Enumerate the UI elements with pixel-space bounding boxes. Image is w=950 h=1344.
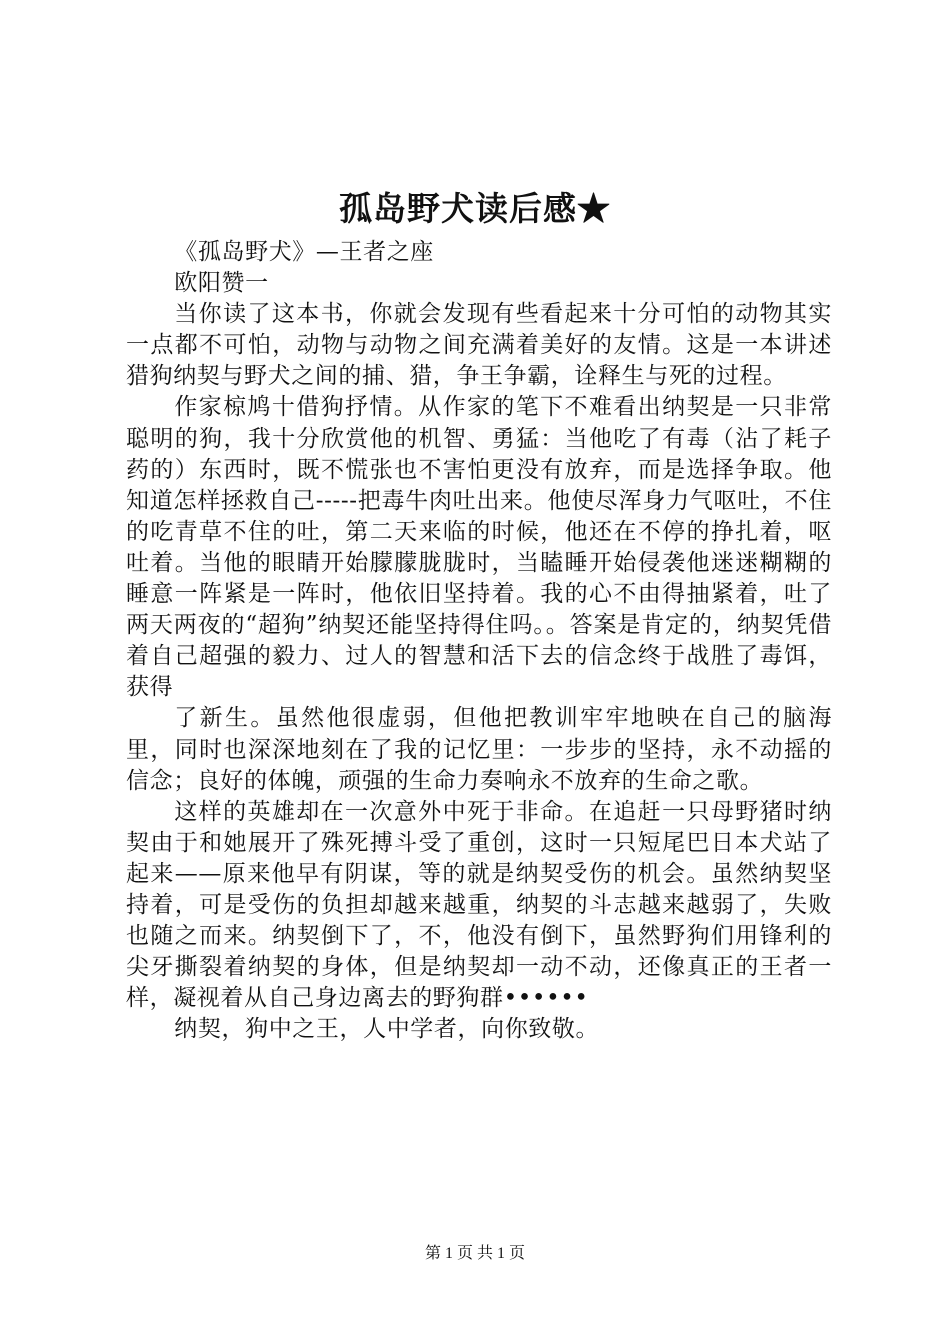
paragraph: 作家椋鸠十借狗抒情。从作家的笔下不难看出纳契是一只非常聪明的狗，我十分欣赏他的机智、勇猛：当他吃了有毒（沾了耗子药的）东西时，既不慌张也不害怕更没有放弃，而是选择争取。他知道怎样拯救自己-----把毒牛肉吐出来。他使尽浑身力气呕吐，不住的吃青草不住的吐，第二天来临的时候，他还在不停的挣扎着，呕吐着。当他的眼睛开始朦朦胧胧时，当瞌睡开始侵袭他迷迷糊糊的睡意一阵紧是一阵时，他依旧坚持着。我的心不由得抽紧着，吐了两天两夜的“超狗”纳契还能坚持得住吗。。答案是肯定的，纳契凭借着自己超强的毅力、过人的智慧和活下去的信念终于战胜了毒饵，获得: [126, 394, 832, 701]
page-footer: 第 1 页 共 1 页: [424, 1245, 525, 1262]
paragraph: 这样的英雄却在一次意外中死于非命。在追赶一只母野猪时纳契由于和她展开了殊死搏斗受了重创，这时一只短尾巴日本犬站了起来——原来他早有阴谋，等的就是纳契受伤的机会。虽然纳契坚持着，可是受伤的负担却越来越重，纳契的斗志越来越弱了，失败也随之而来。纳契倒下了，不，他没有倒下，虽然野狗们用锋利的尖牙撕裂着纳契的身体，但是纳契却一动不动，还像真正的王者一样，凝视着从自己身边离去的野狗群••••••: [126, 798, 832, 1012]
document-title: 孤岛野犬读后感★: [339, 189, 611, 228]
subtitle-line: 《孤岛野犬》—王者之座: [174, 239, 434, 265]
paragraph: 当你读了这本书，你就会发现有些看起来十分可怕的动物其实一点都不可怕，动物与动物之间充满着美好的友情。这是一本讲述猎狗纳契与野犬之间的捕、猎，争王争霸，诠释生与死的过程。: [126, 301, 832, 390]
paragraph: 纳契，狗中之王，人中学者，向你致敬。: [174, 1016, 600, 1043]
author-line: 欧阳赞一: [174, 270, 269, 297]
paragraph: 了新生。虽然他很虚弱，但他把教训牢牢地映在自己的脑海里，同时也深深地刻在了我的记忆里：一步步的坚持，永不动摇的信念；良好的体魄，顽强的生命力奏响永不放弃的生命之歌。: [126, 705, 832, 794]
document-body: [126, 237, 832, 1045]
